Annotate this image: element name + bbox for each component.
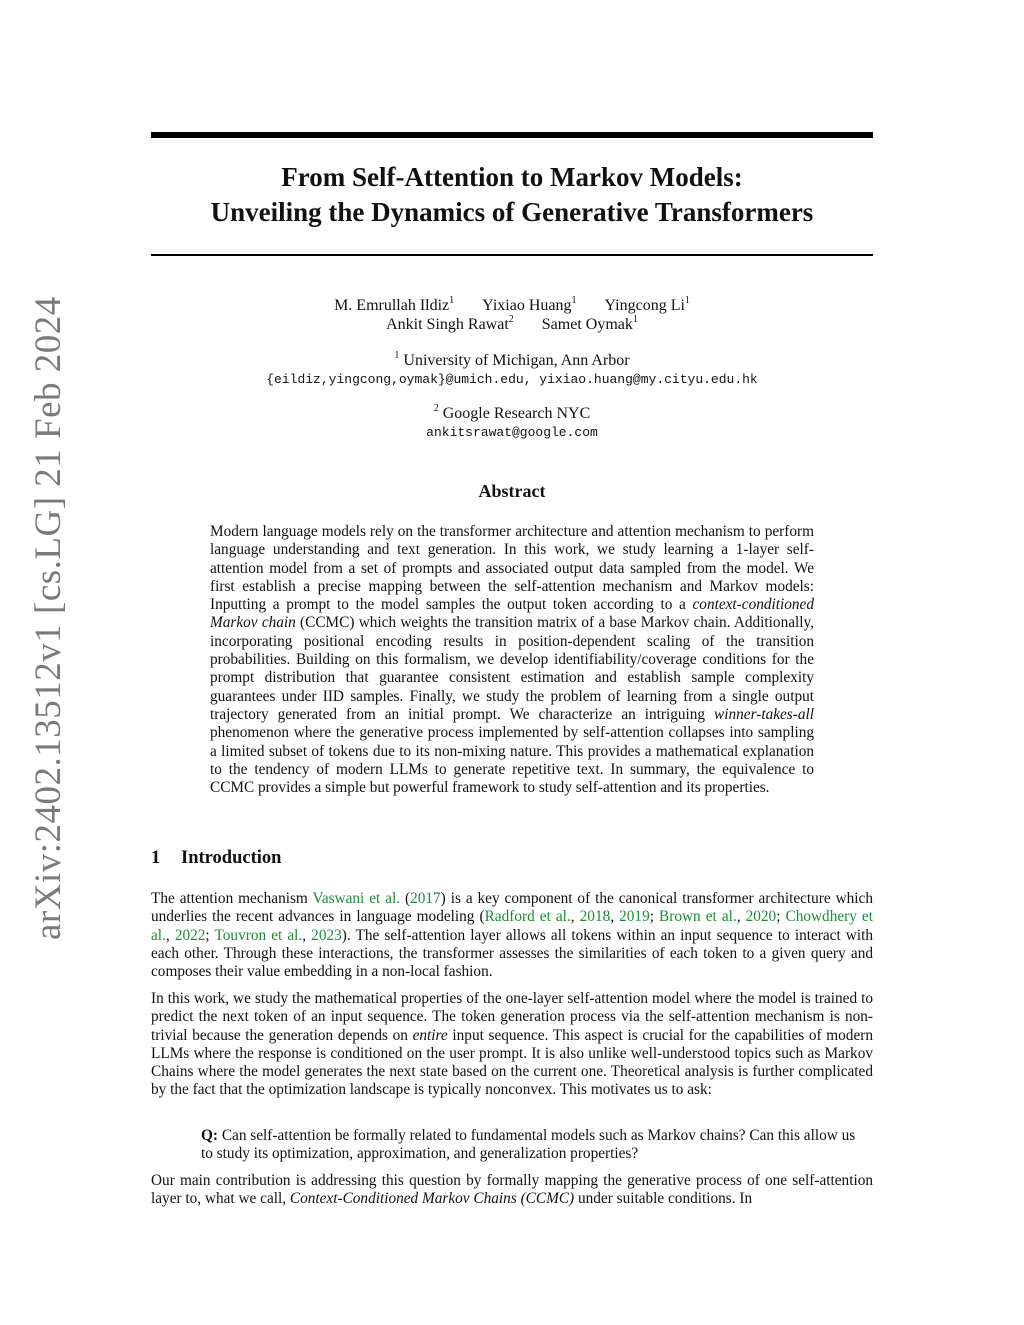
- citation-link[interactable]: Brown et al.: [659, 908, 737, 926]
- intro-paragraph-2: In this work, we study the mathematical properties of the one-layer self-attention model where the model is trained to predict the next token of an input sequence. The token generation process via the self-attention mechanism is non-trivial because the generation depends on entire input sequence. This aspect is crucial for the capabilities of modern LLMs where the response is conditioned on the user prompt. It is also unlike well-understood topics such as Markov Chains where the model generates the next state based on the current one. Theoretical analysis is further complicated by the fact that the optimization landscape is typically nonconvex. This motivates us to ask:: [151, 990, 873, 1099]
- author: Samet Oymak$^1$: [541, 314, 638, 333]
- title-top-rule: [151, 132, 873, 138]
- author: Yingcong Li$^1$: [604, 295, 690, 314]
- paper-title: [151, 160, 873, 230]
- affiliation-email[interactable]: {eildiz,yingcong,oymak}@umich.edu, yixiao.huang@my.cityu.edu.hk: [266, 372, 758, 387]
- citation-link[interactable]: 2022: [174, 926, 206, 944]
- intro-paragraph-1: The attention mechanism Vaswani et al. (2017) is a key component of the canonical transformer architecture which underlies the recent advances in language modeling (Radford et al., 2018, 2019; Brown et al., 2020; Chowdhery et al., 2022; Touvron et al., 2023). The self-attention layer allows all tokens within an input sequence to interact with each other. Through these interactions, the transformer assesses the similarities of each token to a given query and composes their value embedding in a non-local fashion.: [151, 890, 873, 981]
- section-heading: 1 Introduction: [151, 848, 282, 868]
- citation-link[interactable]: 2020: [745, 908, 777, 926]
- affiliation-2: $^2$ Google Research NYC ankitsrawat@google.com: [151, 404, 873, 442]
- citation-link[interactable]: Radford et al.: [484, 908, 571, 926]
- citation-link[interactable]: 2023: [311, 926, 342, 944]
- title-line-1: From Self-Attention to Markov Models:: [281, 162, 743, 192]
- research-question: Q: Can self-attention be formally related to fundamental models such as Markov chains? Can this allow us to study its optimization, approximation, and generalization properties?: [201, 1127, 856, 1163]
- citation-link[interactable]: 2019: [619, 908, 650, 926]
- arxiv-stamp: arXiv:2402.13512v1 [cs.LG] 21 Feb 2024: [28, 296, 69, 940]
- author: M. Emrullah Ildiz$^1$: [334, 295, 455, 314]
- title-line-2: Unveiling the Dynamics of Generative Transformers: [210, 197, 814, 227]
- abstract-heading: Abstract: [478, 481, 546, 501]
- intro-paragraph-3: Our main contribution is addressing this question by formally mapping the generative process of one self-attention layer to, what we call, Context-Conditioned Markov Chains (CCMC) under suitable conditions. In: [151, 1172, 873, 1208]
- citation-link[interactable]: Chowdhery et al.: [151, 908, 873, 944]
- abstract-body: Modern language models rely on the transformer architecture and attention mechanism to perform language understanding and text generation. In this work, we study learning a 1-layer self-attention model from a set of prompts and associated output data sampled from the model. We first establish a precise mapping between the self-attention mechanism and Markov models: Inputting a prompt to the model samples the output token according to a context-conditioned Markov chain (CCMC) which weights the transition matrix of a base Markov chain. Additionally, incorporating positional encoding results in position-dependent scaling of the transition probabilities. Building on this formalism, we develop identifiability/coverage conditions for the prompt distribution that guarantee consistent estimation and establish sample complexity guarantees under IID samples. Finally, we study the problem of learning from a single output trajectory generated from an initial prompt. We characterize an intriguing winner-takes-all phenomenon where the generative process implemented by self-attention collapses into sampling a limited subset of tokens due to its non-mixing nature. This provides a mathematical explanation to the tendency of modern LLMs to generate repetitive text. In summary, the equivalence to CCMC provides a simple but powerful framework to study self-attention and its properties.: [210, 523, 814, 797]
- citation-link[interactable]: 2017: [410, 890, 441, 907]
- citation-link[interactable]: Vaswani et al.: [312, 890, 401, 907]
- citation-link[interactable]: Touvron et al.: [214, 926, 303, 944]
- author: Yixiao Huang$^1$: [482, 295, 577, 314]
- author-list: [151, 296, 873, 334]
- affiliation-email[interactable]: ankitsrawat@google.com: [426, 425, 598, 440]
- citation-link[interactable]: 2018: [579, 908, 611, 926]
- affiliation-1: $^1$ University of Michigan, Ann Arbor {eildiz,yingcong,oymak}@umich.edu, yixiao.huang@my.cityu.edu.hk: [151, 351, 873, 389]
- title-bottom-rule: [151, 254, 873, 256]
- author: Ankit Singh Rawat$^2$: [386, 314, 514, 333]
